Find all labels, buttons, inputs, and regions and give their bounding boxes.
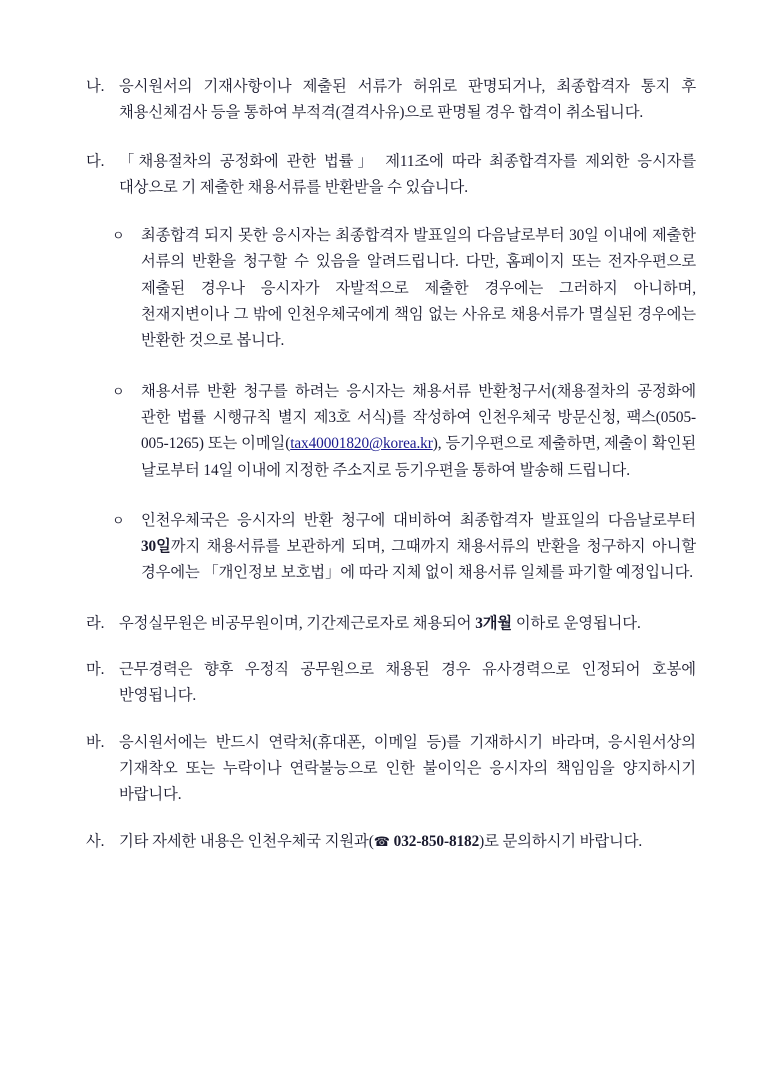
list-marker-da: 다.	[86, 152, 105, 170]
paragraph-da-text: 「채용절차의 공정화에 관한 법률」 제11조에 따라 최종합격자를 제외한 응시자를 대상으로 기 제출한 채용서류를 반환받을 수 있습니다.	[119, 152, 696, 196]
list-marker-na: 나.	[86, 78, 105, 95]
paragraph-ba-text: 응시원서에는 반드시 연락처(휴대폰, 이메일 등)를 기재하시기 바라며, 응시원서상의 기재착오 또는 누락이나 연락불능으로 인한 불이익은 응시자의 책임임을 양지하시기 바랍니다.	[119, 733, 696, 804]
paragraph-na	[86, 74, 696, 127]
telephone-icon: ☎	[373, 833, 390, 849]
list-marker-ba: 바.	[86, 733, 105, 751]
paragraph-bullet-3	[112, 508, 696, 587]
paragraph-sa	[86, 829, 696, 855]
bullet-3-emphasis: 30일	[141, 538, 171, 556]
list-marker-bullet-1: ㅇ	[112, 228, 125, 244]
sa-text-part2: )로 문의하시기 바랍니다.	[479, 832, 643, 850]
bullet-2-text-before-link: 채용서류 반환 청구를 하려는 응시자는 채용서류 반환청구서(채용절차의 공정화에 관한 법률 시행규칙 별지 제3호 서식)를 작성하여 인천우체국 방문신청, 팩스(0505-005-1265) 또는 이메일(	[141, 382, 696, 453]
sa-text-part1: 기타 자세한 내용은 인천우체국 지원과(	[119, 832, 374, 850]
email-link[interactable]: tax40001820@korea.kr	[290, 435, 433, 453]
list-marker-bullet-2: ㅇ	[112, 383, 125, 399]
paragraph-ba	[86, 730, 696, 809]
paragraph-da	[86, 149, 696, 202]
paragraph-bullet-3-text	[141, 508, 696, 587]
paragraph-bullet-2	[112, 379, 696, 484]
paragraph-ma-text: 근무경력은 향후 우정직 공무원으로 채용된 경우 유사경력으로 인정되어 호봉에 반영됩니다.	[119, 661, 696, 705]
list-marker-sa: 사.	[86, 832, 105, 850]
paragraph-bullet-1-text: 최종합격 되지 못한 응시자는 최종합격자 발표일의 다음날로부터 30일 이내에 제출한 서류의 반환을 청구할 수 있음을 알려드립니다. 다만, 홈페이지 또는 전자우편으로 제출된 경우나 응시자가 자발적으로 제출한 경우에는 그러하지 아니하며, 천재지변이나 그 밖에 인천우체국에게 책임 없는 사유로 채용서류가 멸실된 경우에는 반환한 것으로 봅니다.	[141, 227, 696, 350]
paragraph-sa-text	[119, 829, 696, 855]
list-marker-ra: 라.	[86, 614, 105, 632]
paragraph-bullet-2-text	[141, 379, 696, 484]
paragraph-na-text: 응시원서의 기재사항이나 제출된 서류가 허위로 판명되거나, 최종합격자 통지 후 채용신체검사 등을 통하여 부적격(결격사유)으로 판명될 경우 합격이 취소됩니다.	[119, 78, 696, 122]
bullet-3-text-part2: 까지 채용서류를 보관하게 되며, 그때까지 채용서류의 반환을 청구하지 아니할 경우에는 「개인정보 보호법」에 따라 지체 없이 채용서류 일체를 파기할 예정입니다.	[141, 538, 696, 582]
phone-number: 032-850-8182	[393, 832, 480, 850]
paragraph-ra	[86, 611, 696, 637]
bullet-3-text-part1: 인천우체국은 응시자의 반환 청구에 대비하여 최종합격자 발표일의 다음날로부터	[141, 511, 696, 529]
ra-emphasis: 3개월	[475, 614, 513, 632]
paragraph-ma	[86, 657, 696, 710]
list-marker-bullet-3: ㅇ	[112, 512, 125, 528]
ra-text-part1: 우정실무원은 비공무원이며, 기간제근로자로 채용되어	[119, 614, 476, 632]
bullet-2-text-after-link: ), 등기우편으로 제출하면, 제출이 확인된 날로부터 14일 이내에 지정한 주소지로 등기우편을 통하여 발송해 드립니다.	[141, 435, 697, 479]
paragraph-ra-text	[119, 611, 696, 637]
list-marker-ma: 마.	[86, 661, 105, 679]
ra-text-part2: 이하로 운영됩니다.	[512, 614, 641, 632]
paragraph-bullet-1	[112, 223, 696, 354]
